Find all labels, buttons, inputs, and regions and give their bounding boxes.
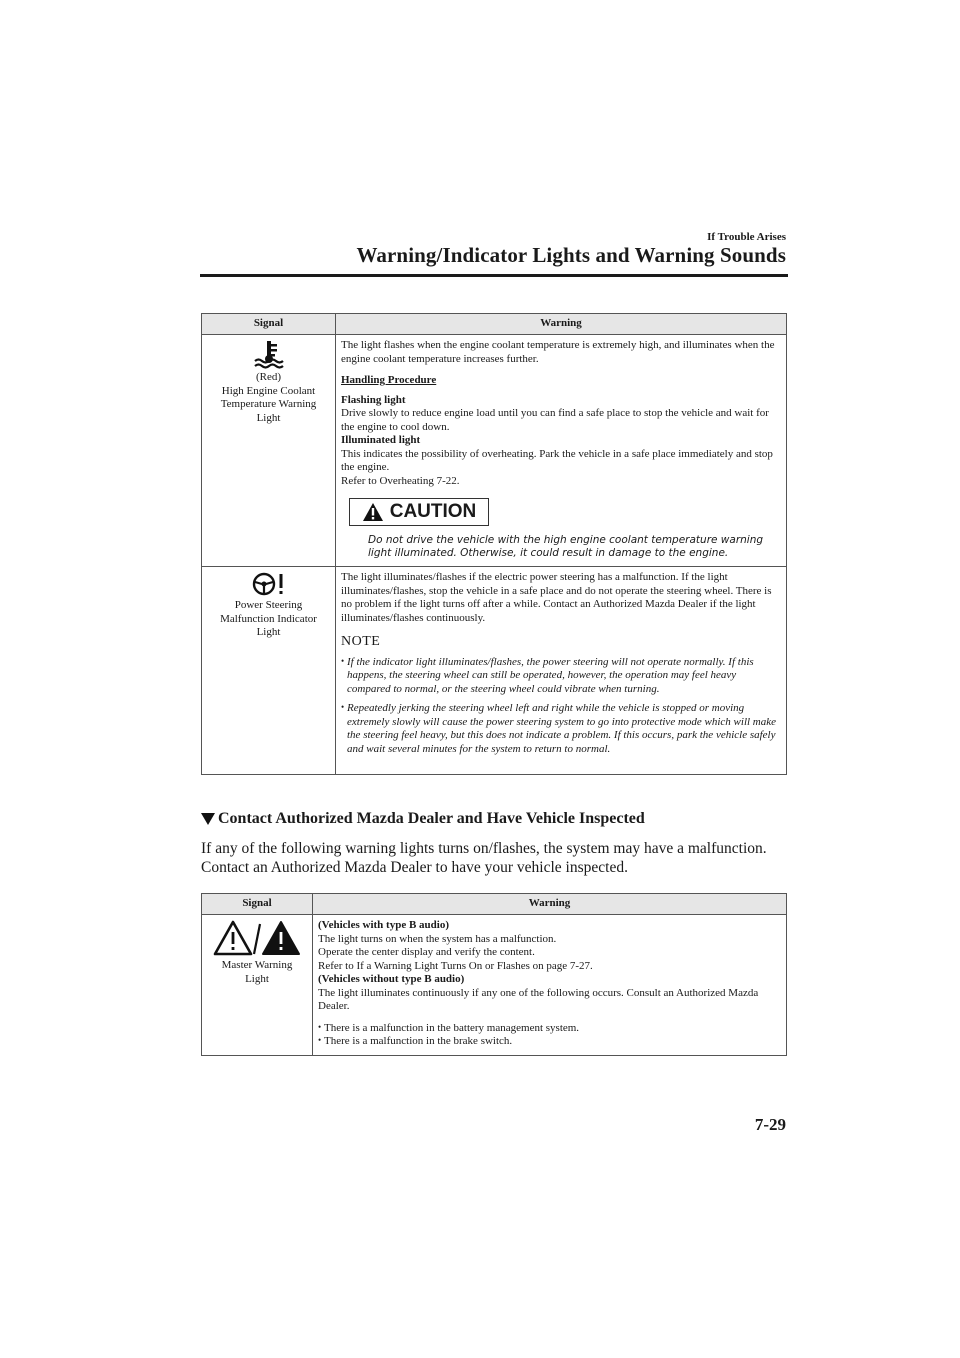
table-header-row	[202, 314, 787, 335]
column-header-signal: Signal	[202, 894, 313, 915]
page-title: Warning/Indicator Lights and Warning Sounds	[356, 243, 786, 267]
caution-text: Do not drive the vehicle with the high engine coolant temperature warning light illuminated. Otherwise, it could result in damage to the engine.	[368, 534, 764, 559]
list-item	[318, 1035, 780, 1049]
list-item-text: There is a malfunction in the battery management system.	[324, 1021, 580, 1034]
table-header-row	[202, 894, 787, 915]
warning-cell	[336, 567, 787, 775]
signal-name-line: Light	[245, 972, 269, 985]
coolant-temperature-icon	[252, 339, 286, 369]
caution-label-box	[349, 498, 489, 526]
signal-table-1	[201, 313, 787, 775]
note-item	[341, 702, 780, 756]
illuminated-heading: Illuminated light	[341, 434, 421, 446]
bullet-icon: •	[341, 655, 345, 666]
signal-name-line: Light	[256, 411, 281, 424]
no-type-b-text: The light illuminates continuously if any one of the following occurs. Consult an Authorized Mazda Dealer.	[318, 986, 759, 1012]
table-row	[202, 335, 787, 567]
caution-label: CAUTION	[389, 501, 477, 523]
bullet-icon: •	[318, 1035, 322, 1045]
no-type-b-heading: (Vehicles without type B audio)	[318, 973, 465, 985]
title-rule	[200, 274, 788, 277]
power-steering-icon	[252, 571, 286, 597]
warning-triangle-icon	[362, 502, 384, 522]
section-heading-text: Contact Authorized Mazda Dealer and Have Vehicle Inspected	[218, 810, 645, 827]
column-header-warning: Warning	[313, 894, 787, 915]
signal-name-line: Master Warning	[221, 959, 293, 971]
section-intro: If any of the following warning lights turns on/flashes, the system may have a malfunction. Contact an Authorized Mazda Dealer to have your vehicle inspected.	[201, 840, 767, 876]
column-header-warning: Warning	[336, 314, 787, 335]
type-b-heading: (Vehicles with type B audio)	[318, 919, 449, 931]
signal-cell	[202, 567, 336, 775]
signal-name-line: (Red)	[255, 371, 282, 383]
signal-name-line: Power Steering	[234, 599, 303, 611]
handling-procedure-heading: Handling Procedure	[341, 374, 437, 386]
list-item	[318, 1022, 780, 1036]
signal-cell	[202, 915, 313, 1056]
refer-text: Refer to Overheating 7-22.	[341, 474, 460, 487]
signal-name-line: Light	[256, 626, 281, 638]
bullet-icon: •	[341, 702, 345, 712]
note-text: Repeatedly jerking the steering wheel left and right while the vehicle is stopped or moving extremely slowly will cause the power steering system to go into protective mode which will make the steering feel heavy, but this does not indicate a problem. If this occurs, park the vehicle safely and wait several minutes for the system to return to normal.	[347, 702, 777, 755]
triangle-down-icon	[201, 813, 215, 825]
signal-name-line: Temperature Warning	[220, 398, 317, 410]
flashing-text: Drive slowly to reduce engine load until you can find a safe place to stop the vehicle and wait for the engine to cool down.	[341, 407, 769, 433]
note-item	[341, 656, 780, 697]
signal-cell	[202, 335, 336, 567]
page-number: 7-29	[754, 1115, 786, 1134]
section-heading	[201, 810, 645, 828]
warning-intro: The light illuminates/flashes if the electric power steering has a malfunction. If the light illuminates/flashes, stop the vehicle in a safe place and do not operate the steering wheel. There is no problem if the light turns off after a while. Contact an Authorized Mazda Dealer if the light illuminates/flashes continuously.	[341, 571, 772, 624]
note-text: If the indicator light illuminates/flashes, the power steering will not operate normally. If this happens, the steering wheel can still be operated, however, the operation may feel heavy compared to normal, or the steering wheel could vibrate when turning.	[347, 655, 754, 695]
warning-intro: The light flashes when the engine coolant temperature is extremely high, and illuminates when the engine coolant temperature increases further.	[341, 339, 775, 365]
type-b-line: The light turns on when the system has a malfunction.	[318, 932, 557, 945]
flashing-heading: Flashing light	[341, 393, 406, 406]
illuminated-text: This indicates the possibility of overheating. Park the vehicle in a safe place immediately and stop the engine.	[341, 447, 773, 473]
warning-cell	[336, 335, 787, 567]
bullet-icon: •	[318, 1021, 322, 1032]
master-warning-icon	[213, 919, 301, 957]
signal-name-line: Malfunction Indicator	[220, 612, 317, 625]
section-label: If Trouble Arises	[707, 231, 786, 243]
type-b-line: Operate the center display and verify the content.	[318, 946, 535, 958]
signal-name-line: High Engine Coolant	[221, 384, 316, 397]
column-header-signal: Signal	[202, 314, 336, 335]
note-heading: NOTE	[341, 634, 381, 649]
signal-table-2	[201, 893, 787, 1056]
warning-cell	[313, 915, 787, 1056]
table-row	[202, 567, 787, 775]
table-row	[202, 915, 787, 1056]
type-b-line: Refer to If a Warning Light Turns On or Flashes on page 7-27.	[318, 959, 593, 972]
list-item-text: There is a malfunction in the brake switch.	[324, 1035, 513, 1047]
